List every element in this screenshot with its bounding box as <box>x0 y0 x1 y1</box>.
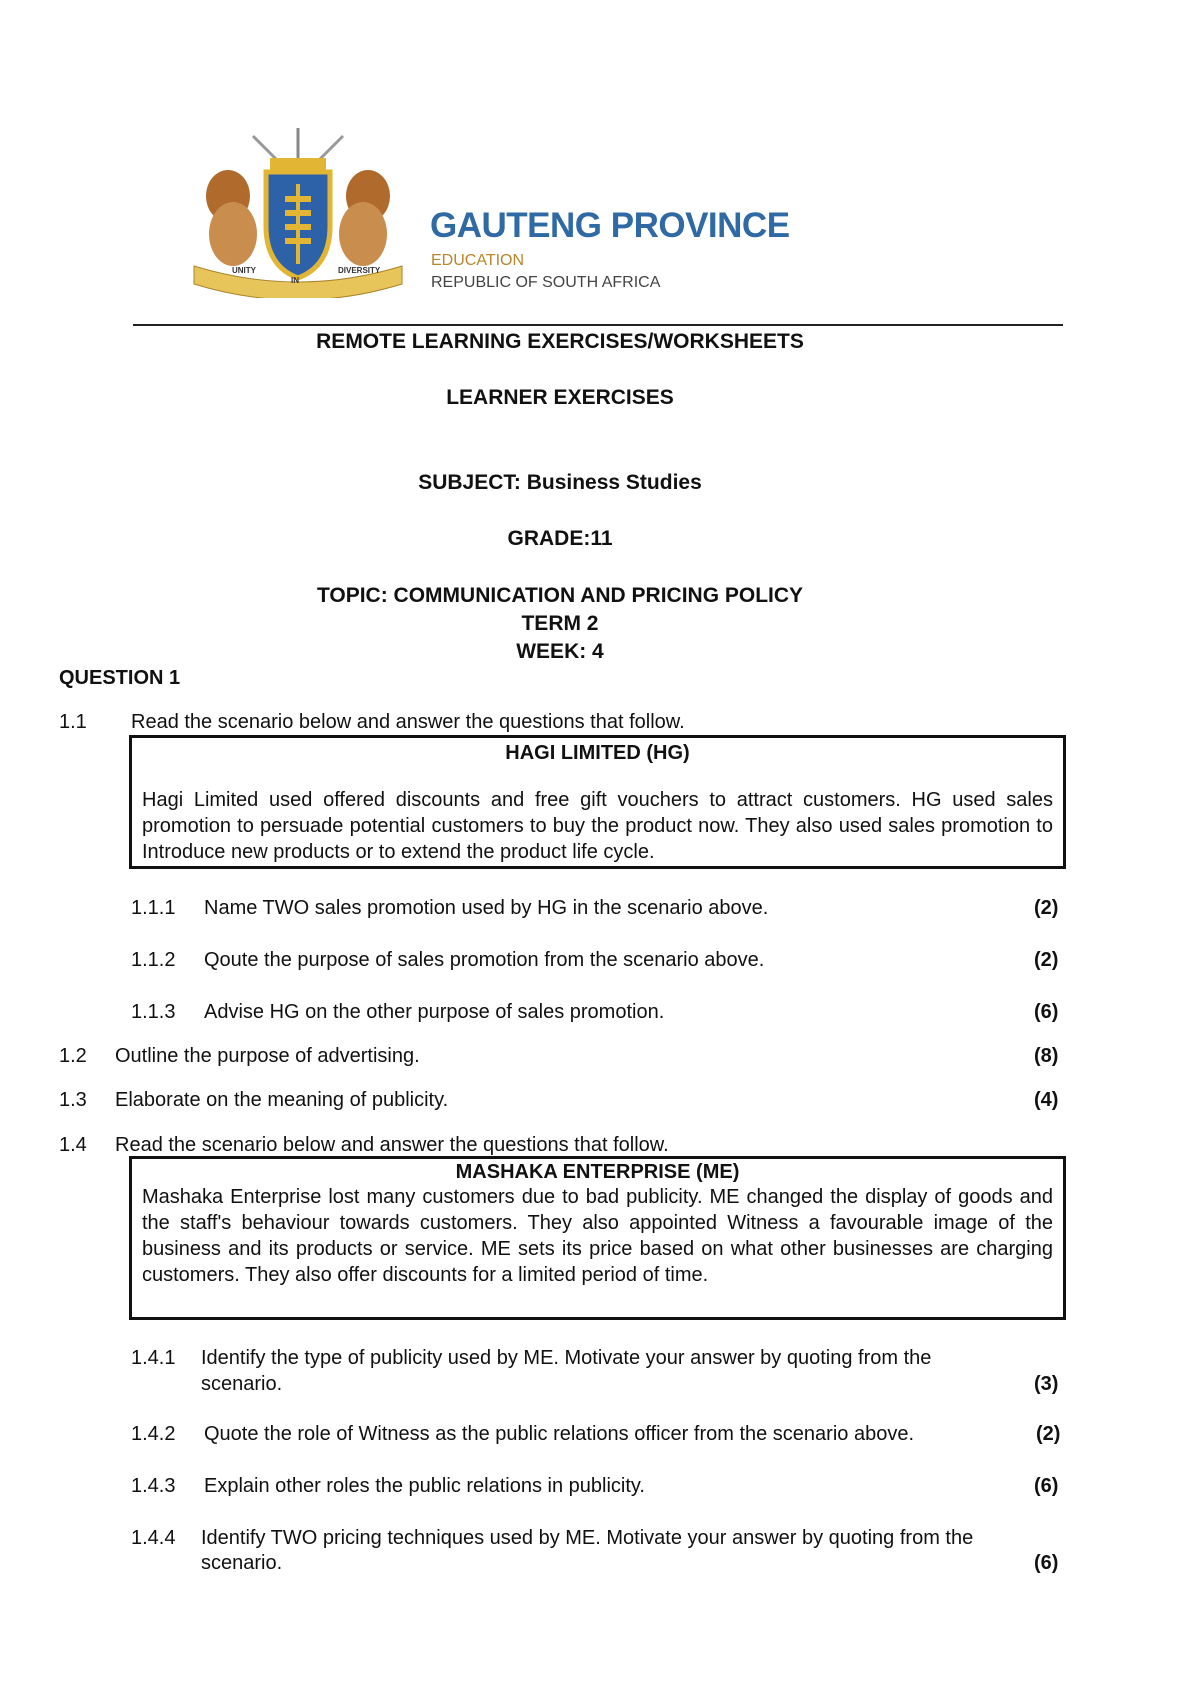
scenario-box-mashaka <box>129 1156 1066 1320</box>
marks: (2) <box>1036 1423 1061 1445</box>
question-text: Identify TWO pricing techniques used by ME. Motivate your answer by quoting from the <box>201 1527 974 1549</box>
scenario-body: Hagi Limited used offered discounts and free gift vouchers to attract customers. HG used sales promotion to persuade potential customers to buy the product now. They also used sales promotion to Introduce new products or to extend the product life cycle. <box>142 789 1053 863</box>
question-number: 1.1.2 <box>131 949 176 971</box>
question-text-cont: scenario. <box>201 1373 283 1395</box>
header-divider <box>133 324 1063 326</box>
marks: (6) <box>1034 1552 1059 1574</box>
marks: (6) <box>1034 1475 1059 1497</box>
question-text: Outline the purpose of advertising. <box>115 1045 420 1067</box>
question-number: 1.4.2 <box>131 1423 176 1445</box>
header-line2: LEARNER EXERCISES <box>446 386 674 409</box>
question-number: 1.4 <box>59 1134 87 1156</box>
logo-title: GAUTENG PROVINCE <box>430 206 790 245</box>
question-title: QUESTION 1 <box>59 667 181 689</box>
question-number: 1.1 <box>59 711 87 733</box>
grade-line: GRADE:11 <box>507 527 613 550</box>
question-number: 1.4.1 <box>131 1347 176 1369</box>
marks: (3) <box>1034 1373 1059 1395</box>
question-text: Read the scenario below and answer the questions that follow. <box>131 711 685 733</box>
question-text: Quote the role of Witness as the public relations officer from the scenario above. <box>204 1423 914 1445</box>
question-number: 1.4.3 <box>131 1475 176 1497</box>
question-number: 1.4.4 <box>131 1527 176 1549</box>
scenario-title: HAGI LIMITED (HG) <box>505 742 690 764</box>
question-text: Name TWO sales promotion used by HG in the scenario above. <box>204 897 769 919</box>
subject-line: SUBJECT: Business Studies <box>418 471 702 494</box>
marks: (6) <box>1034 1001 1059 1023</box>
motto-mid: IN <box>291 276 299 285</box>
question-number: 1.1.3 <box>131 1001 176 1023</box>
question-number: 1.3 <box>59 1089 87 1111</box>
question-text: Qoute the purpose of sales promotion from the scenario above. <box>204 949 765 971</box>
question-text: Explain other roles the public relations in publicity. <box>204 1475 645 1497</box>
scenario-title: MASHAKA ENTERPRISE (ME) <box>455 1161 740 1183</box>
scenario-box-hagi <box>129 735 1066 869</box>
header-line1: REMOTE LEARNING EXERCISES/WORKSHEETS <box>316 330 804 353</box>
marks: (2) <box>1034 897 1059 919</box>
question-number: 1.2 <box>59 1045 87 1067</box>
question-text: Identify the type of publicity used by ME. Motivate your answer by quoting from the <box>201 1347 932 1369</box>
question-text: Read the scenario below and answer the questions that follow. <box>115 1134 669 1156</box>
question-text: Elaborate on the meaning of publicity. <box>115 1089 449 1111</box>
question-number: 1.1.1 <box>131 897 176 919</box>
logo-subtitle-education: EDUCATION <box>431 252 525 269</box>
marks: (4) <box>1034 1089 1059 1111</box>
scenario-body: Mashaka Enterprise lost many customers due to bad publicity. ME changed the display of goods and the staff's behaviour towards customers. They also appointed Witness a favourable image of the business and its products or service. ME sets its price based on what other businesses are charging customers. They also offer discounts for a limited period of time. <box>142 1186 1053 1286</box>
question-text-cont: scenario. <box>201 1552 283 1574</box>
motto-right: DIVERSITY <box>338 266 381 275</box>
topic-line: TOPIC: COMMUNICATION AND PRICING POLICY <box>316 584 804 607</box>
gauteng-logo <box>188 126 790 298</box>
logo-subtitle-country: REPUBLIC OF SOUTH AFRICA <box>431 274 661 291</box>
marks: (8) <box>1034 1045 1059 1067</box>
week-line: WEEK: 4 <box>516 640 604 663</box>
question-text: Advise HG on the other purpose of sales promotion. <box>204 1001 665 1023</box>
marks: (2) <box>1034 949 1059 971</box>
term-line: TERM 2 <box>521 612 599 635</box>
motto-left: UNITY <box>232 266 256 275</box>
